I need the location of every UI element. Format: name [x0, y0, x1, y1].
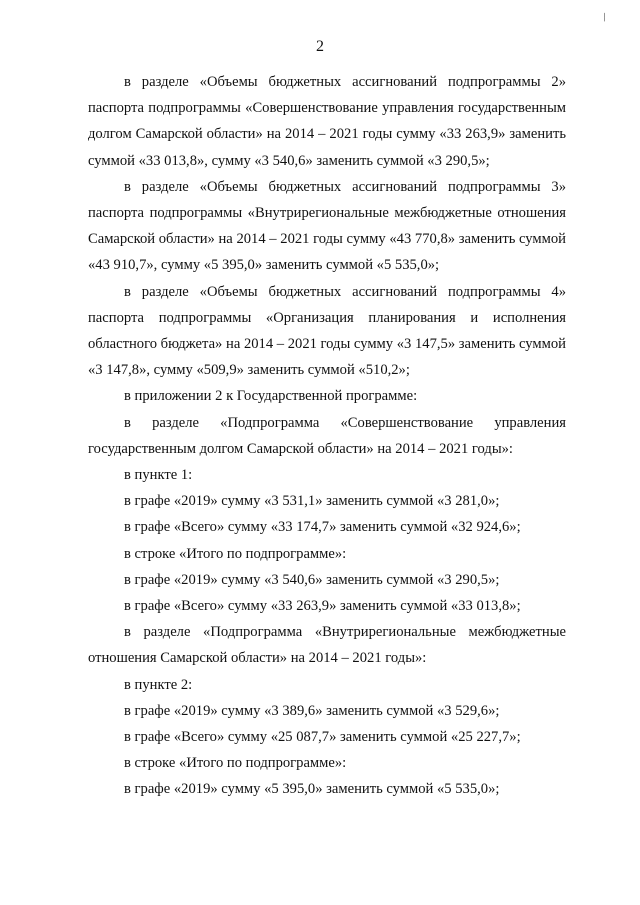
paragraph: в графе «2019» сумму «5 395,0» заменить суммой «5 535,0»;: [124, 781, 500, 798]
paragraph: в графе «Всего» сумму «33 263,9» заменить суммой «33 013,8»;: [124, 598, 521, 615]
paragraph: в строке «Итого по подпрограмме»:: [124, 755, 347, 772]
paragraph: в графе «2019» сумму «3 389,6» заменить суммой «3 529,6»;: [124, 702, 500, 719]
paragraph: в пункте 1:: [124, 467, 193, 484]
paragraph: в разделе «Объемы бюджетных ассигнований подпрограммы 3» паспорта подпрограммы «Внутрирегиональные межбюджетные отношения Самарской области» на 2014 – 2021 годы сумму «43 770,8» заменить суммой «43 910,7», сумму «5 395,0» заменить суммой «5 535,0»;: [88, 178, 566, 274]
paragraph: в строке «Итого по подпрограмме»:: [124, 545, 347, 562]
paragraph: в разделе «Объемы бюджетных ассигнований подпрограммы 2» паспорта подпрограммы «Совершенствование управления государственным долгом Самарской области» на 2014 – 2021 годы сумму «33 263,9» заменить суммой «33 013,8», сумму «3 540,6» заменить суммой «3 290,5»;: [88, 74, 566, 169]
paragraph: в графе «2019» сумму «3 531,1» заменить суммой «3 281,0»;: [124, 493, 500, 510]
paragraph: в графе «2019» сумму «3 540,6» заменить суммой «3 290,5»;: [124, 571, 500, 588]
paragraph: в приложении 2 к Государственной программе:: [124, 388, 418, 405]
paragraph: в разделе «Объемы бюджетных ассигнований подпрограммы 4» паспорта подпрограммы «Организация планирования и исполнения областного бюджета» на 2014 – 2021 годы сумму «3 147,5» заменить суммой «3 147,8», сумму «509,9» заменить суммой «510,2»;: [88, 283, 566, 379]
page-number: 2: [316, 38, 324, 55]
paragraph: в графе «Всего» сумму «33 174,7» заменить суммой «32 924,6»;: [124, 519, 521, 536]
paragraph: в графе «Всего» сумму «25 087,7» заменить суммой «25 227,7»;: [124, 729, 521, 746]
paragraph: в разделе «Подпрограмма «Внутрирегиональные межбюджетные отношения Самарской области» на 2014 – 2021 годы»:: [88, 624, 566, 667]
paragraph: в пункте 2:: [124, 676, 193, 693]
corner-mark: /: [600, 9, 609, 25]
paragraph: в разделе «Подпрограмма «Совершенствование управления государственным долгом Самарской области» на 2014 – 2021 годы»:: [88, 414, 566, 457]
document-body: [88, 69, 566, 803]
